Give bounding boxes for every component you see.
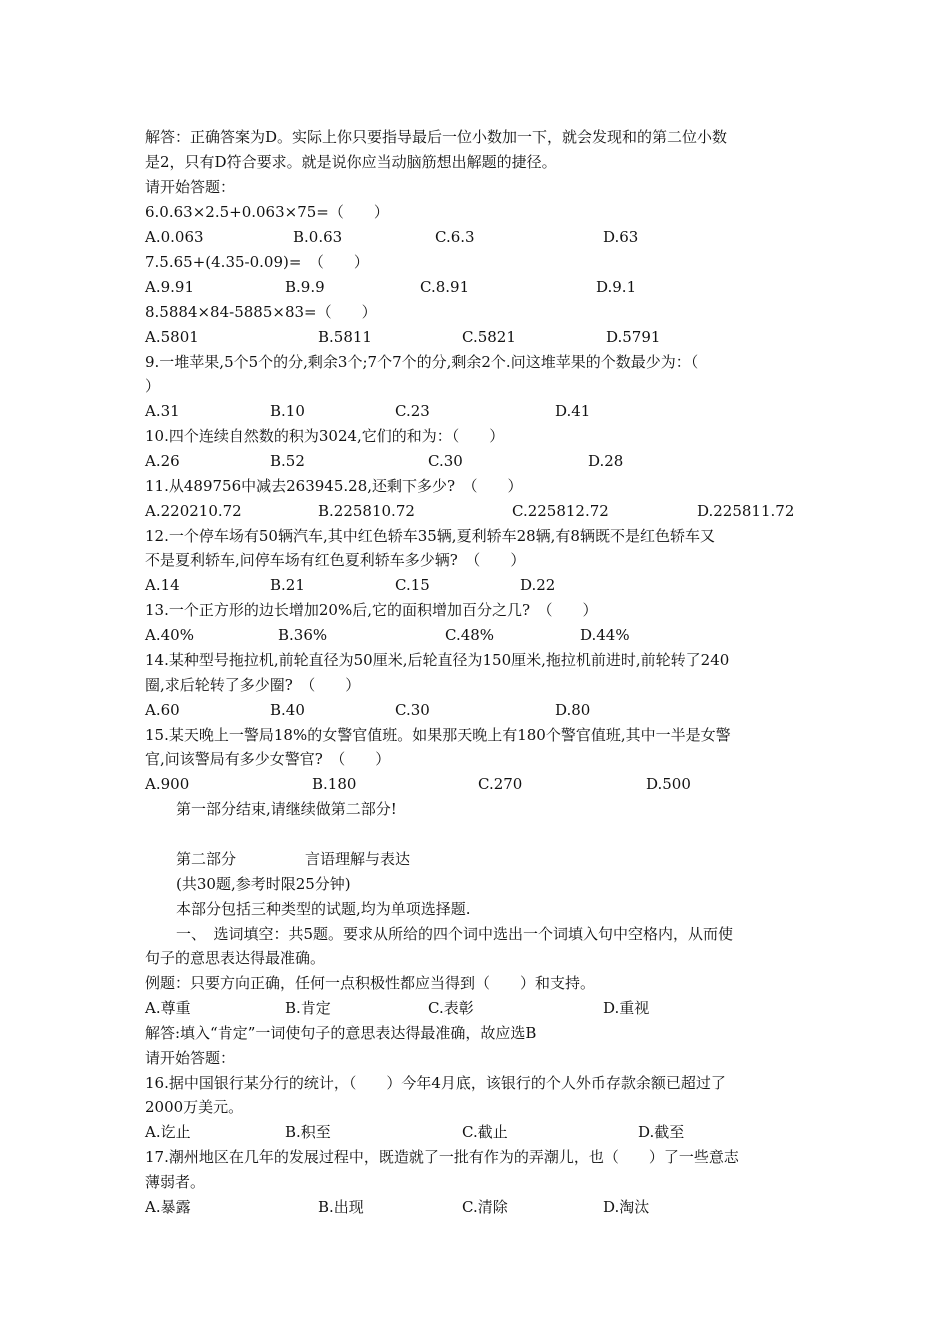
example-answer-line-2: 是2，只有D符合要求。就是说你应当动脑筋想出解题的捷径。 xyxy=(145,153,557,171)
question-17: 17.潮州地区在几年的发展过程中，既造就了一批有作为的弄潮儿，也（ ）了一些意志 xyxy=(145,1148,739,1166)
question-13: 13.一个正方形的边长增加20%后,它的面积增加百分之几? （ ） xyxy=(145,601,598,619)
example-question: 例题：只要方向正确，任何一点积极性都应当得到（ ）和支持。 xyxy=(145,974,596,992)
q7-option-b: B.9.9 xyxy=(285,278,325,296)
q17-option-d: D.淘汰 xyxy=(603,1198,650,1216)
question-11: 11.从489756中减去263945.28,还剩下多少? （ ） xyxy=(145,477,523,495)
q9-option-b: B.10 xyxy=(270,402,305,420)
part2-intro: 本部分包括三种类型的试题,均为单项选择题. xyxy=(176,900,471,918)
q13-option-a: A.40% xyxy=(145,626,194,644)
q16-option-a: A.讫止 xyxy=(145,1123,191,1141)
q13-option-b: B.36% xyxy=(278,626,328,644)
q9-option-c: C.23 xyxy=(395,402,430,420)
question-8: 8.5884×84-5885×83=（ ） xyxy=(145,303,377,321)
part2-time-note: (共30题,参考时限25分钟) xyxy=(176,875,351,893)
q6-option-a: A.0.063 xyxy=(145,228,204,246)
q14-option-d: D.80 xyxy=(555,701,591,719)
q15-option-d: D.500 xyxy=(646,775,691,793)
q13-option-d: D.44% xyxy=(580,626,630,644)
q11-option-a: A.220210.72 xyxy=(145,502,242,520)
part1-end-note: 第一部分结束,请继续做第二部分! xyxy=(176,800,397,818)
question-9: 9.一堆苹果,5个5个的分,剩余3个;7个7个的分,剩余2个.问这堆苹果的个数最少为：（ xyxy=(145,353,699,371)
q14-option-c: C.30 xyxy=(395,701,430,719)
q6-option-d: D.63 xyxy=(603,228,639,246)
part2-heading-number: 第二部分 xyxy=(176,850,237,868)
q13-option-c: C.48% xyxy=(445,626,495,644)
question-12: 12.一个停车场有50辆汽车,其中红色轿车35辆,夏利轿车28辆,有8辆既不是红色轿车又 xyxy=(145,527,715,545)
q10-option-d: D.28 xyxy=(588,452,624,470)
example-option-a: A.尊重 xyxy=(145,999,191,1017)
section1-instruction: 一、 选词填空：共5题。要求从所给的四个词中选出一个词填入句中空格内，从而使 xyxy=(176,925,734,943)
start-prompt: 请开始答题： xyxy=(145,178,236,196)
q7-option-c: C.8.91 xyxy=(420,278,470,296)
q12-option-a: A.14 xyxy=(145,576,180,594)
example-answer-line-1: 解答：正确答案为D。实际上你只要指导最后一位小数加一下，就会发现和的第二位小数 xyxy=(145,128,728,146)
q10-option-b: B.52 xyxy=(270,452,305,470)
section1-instruction-cont: 句子的意思表达得最准确。 xyxy=(145,949,326,967)
q10-option-c: C.30 xyxy=(428,452,463,470)
q16-option-b: B.积至 xyxy=(285,1123,331,1141)
example-option-c: C.表彰 xyxy=(428,999,474,1017)
example-option-d: D.重视 xyxy=(603,999,650,1017)
q14-option-b: B.40 xyxy=(270,701,305,719)
q17-option-a: A.暴露 xyxy=(145,1198,191,1216)
question-15-cont: 官,问该警局有多少女警官? （ ） xyxy=(145,750,391,768)
q17-option-b: B.出现 xyxy=(318,1198,364,1216)
example-answer: 解答:填入“肯定”一词使句子的意思表达得最准确，故应选B xyxy=(145,1024,537,1042)
q15-option-c: C.270 xyxy=(478,775,523,793)
q11-option-c: C.225812.72 xyxy=(512,502,609,520)
q9-option-a: A.31 xyxy=(145,402,180,420)
q8-option-a: A.5801 xyxy=(145,328,199,346)
question-16-cont: 2000万美元。 xyxy=(145,1098,244,1116)
q17-option-c: C.清除 xyxy=(462,1198,508,1216)
question-14-cont: 圈,求后轮转了多少圈? （ ） xyxy=(145,676,361,694)
question-14: 14.某种型号拖拉机,前轮直径为50厘米,后轮直径为150厘米,拖拉机前进时,前轮转了240 xyxy=(145,651,730,669)
q12-option-c: C.15 xyxy=(395,576,430,594)
q14-option-a: A.60 xyxy=(145,701,180,719)
question-12-cont: 不是夏利轿车,问停车场有红色夏利轿车多少辆? （ ） xyxy=(145,551,526,569)
q15-option-b: B.180 xyxy=(312,775,357,793)
q10-option-a: A.26 xyxy=(145,452,180,470)
question-7: 7.5.65+(4.35-0.09)= （ ） xyxy=(145,253,369,271)
q8-option-c: C.5821 xyxy=(462,328,516,346)
q11-option-b: B.225810.72 xyxy=(318,502,415,520)
q12-option-d: D.22 xyxy=(520,576,556,594)
q6-option-b: B.0.63 xyxy=(293,228,343,246)
question-16: 16.据中国银行某分行的统计，（ ）今年4月底，该银行的个人外币存款余额已超过了 xyxy=(145,1074,726,1092)
part2-heading-title: 言语理解与表达 xyxy=(305,850,411,868)
question-10: 10.四个连续自然数的积为3024,它们的和为：（ ） xyxy=(145,427,505,445)
q8-option-d: D.5791 xyxy=(606,328,661,346)
q16-option-d: D.截至 xyxy=(638,1123,685,1141)
q8-option-b: B.5811 xyxy=(318,328,372,346)
question-15: 15.某天晚上一警局18%的女警官值班。如果那天晚上有180个警官值班,其中一半是女警 xyxy=(145,726,731,744)
q7-option-d: D.9.1 xyxy=(596,278,637,296)
q6-option-c: C.6.3 xyxy=(435,228,475,246)
part2-start-prompt: 请开始答题： xyxy=(145,1049,236,1067)
q11-option-d: D.225811.72 xyxy=(697,502,795,520)
example-option-b: B.肯定 xyxy=(285,999,331,1017)
q9-option-d: D.41 xyxy=(555,402,591,420)
q12-option-b: B.21 xyxy=(270,576,305,594)
question-9-cont: ） xyxy=(145,377,161,395)
q7-option-a: A.9.91 xyxy=(145,278,194,296)
question-6: 6.0.63×2.5+0.063×75=（ ） xyxy=(145,203,389,221)
q16-option-c: C.截止 xyxy=(462,1123,508,1141)
question-17-cont: 薄弱者。 xyxy=(145,1173,206,1191)
q15-option-a: A.900 xyxy=(145,775,190,793)
